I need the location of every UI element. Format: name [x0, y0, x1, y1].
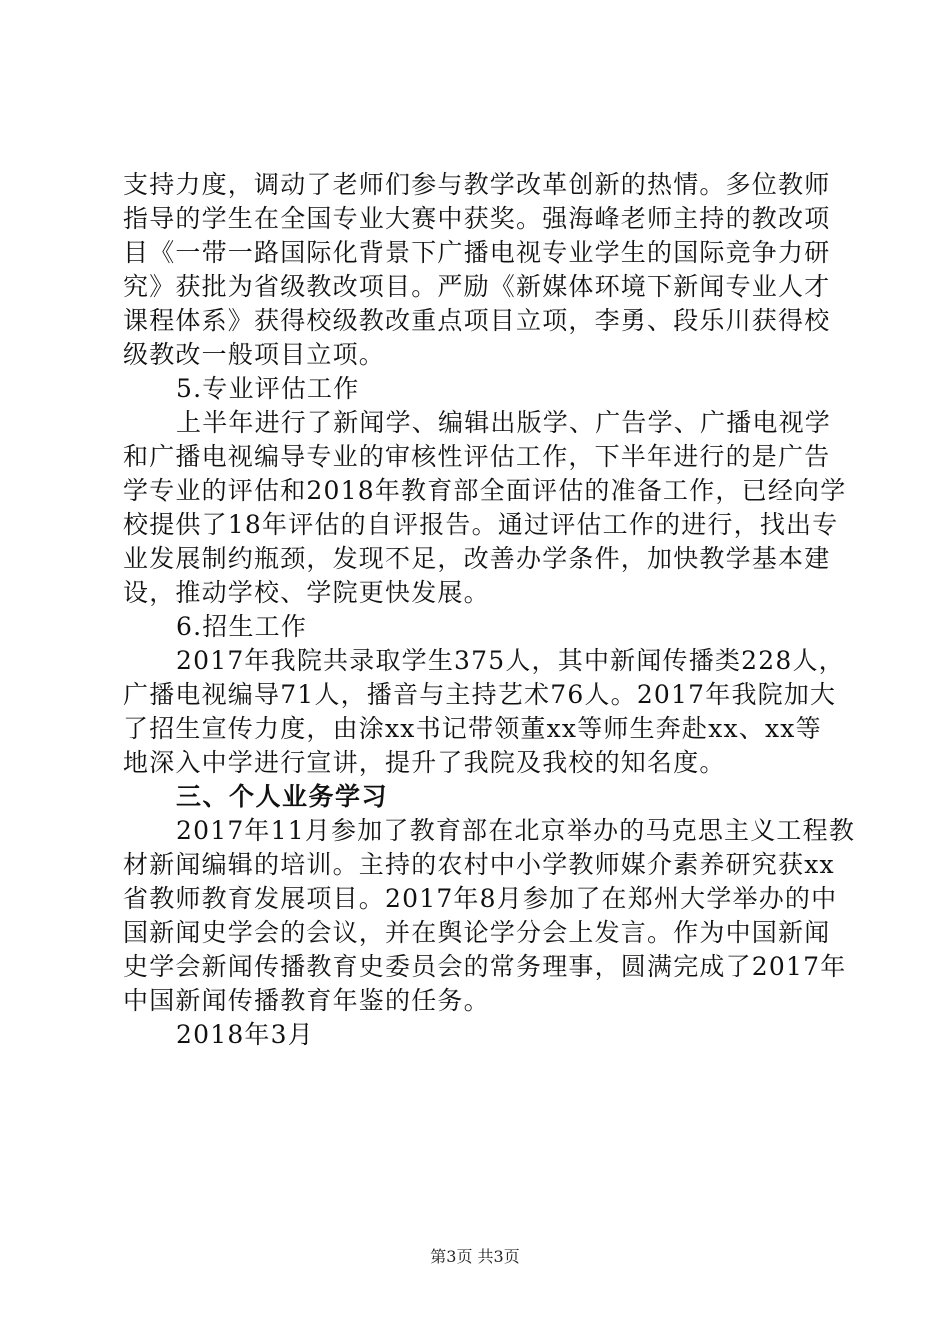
body-line: 广播电视编导71人，播音与主持艺术76人。2017年我院加大: [123, 680, 837, 709]
body-line: 省教师教育发展项目。2017年8月参加了在郑州大学举办的中: [123, 884, 838, 913]
body-line: 材新闻编辑的培训。主持的农村中小学教师媒介素养研究获xx: [123, 850, 835, 879]
body-line: 校提供了18年评估的自评报告。通过评估工作的进行，找出专: [123, 510, 839, 539]
section-heading-personal-study: 三、个人业务学习: [176, 782, 389, 811]
body-line: 2017年11月参加了教育部在北京举办的马克思主义工程教: [176, 816, 856, 845]
body-line: 业发展制约瓶颈，发现不足，改善办学条件，加快教学基本建: [123, 544, 831, 573]
body-line: 究》获批为省级教改项目。严励《新媒体环境下新闻专业人才: [123, 272, 831, 301]
body-line: 目《一带一路国际化背景下广播电视专业学生的国际竞争力研: [123, 238, 831, 267]
body-line: 和广播电视编导专业的审核性评估工作，下半年进行的是广告: [123, 442, 831, 471]
section-subheading-evaluation: 5.专业评估工作: [176, 374, 360, 403]
body-line: 史学会新闻传播教育史委员会的常务理事，圆满完成了2017年: [123, 952, 847, 981]
body-line: 课程体系》获得校级教改重点项目立项，李勇、段乐川获得校: [123, 306, 831, 335]
document-date: 2018年3月: [176, 1020, 314, 1049]
body-line: 指导的学生在全国专业大赛中获奖。强海峰老师主持的教改项: [123, 204, 831, 233]
body-line: 上半年进行了新闻学、编辑出版学、广告学、广播电视学: [176, 408, 832, 437]
body-line: 地深入中学进行宣讲，提升了我院及我校的知名度。: [123, 748, 726, 777]
page-footer: 第3页 共3页: [430, 1247, 520, 1266]
body-line: 中国新闻传播教育年鉴的任务。: [123, 986, 490, 1015]
body-line: 了招生宣传力度，由涂xx书记带领董xx等师生奔赴xx、xx等: [123, 714, 822, 743]
document-body: [123, 168, 856, 1052]
body-line: 学专业的评估和2018年教育部全面评估的准备工作，已经向学: [123, 476, 847, 505]
body-line: 2017年我院共录取学生375人，其中新闻传播类228人，: [176, 646, 845, 675]
section-subheading-enrollment: 6.招生工作: [176, 612, 308, 641]
body-line: 支持力度，调动了老师们参与教学改革创新的热情。多位教师: [123, 170, 831, 199]
body-line: 设，推动学校、学院更快发展。: [123, 578, 490, 607]
body-line: 国新闻史学会的会议，并在舆论学分会上发言。作为中国新闻: [123, 918, 831, 947]
body-line: 级教改一般项目立项。: [123, 340, 386, 369]
